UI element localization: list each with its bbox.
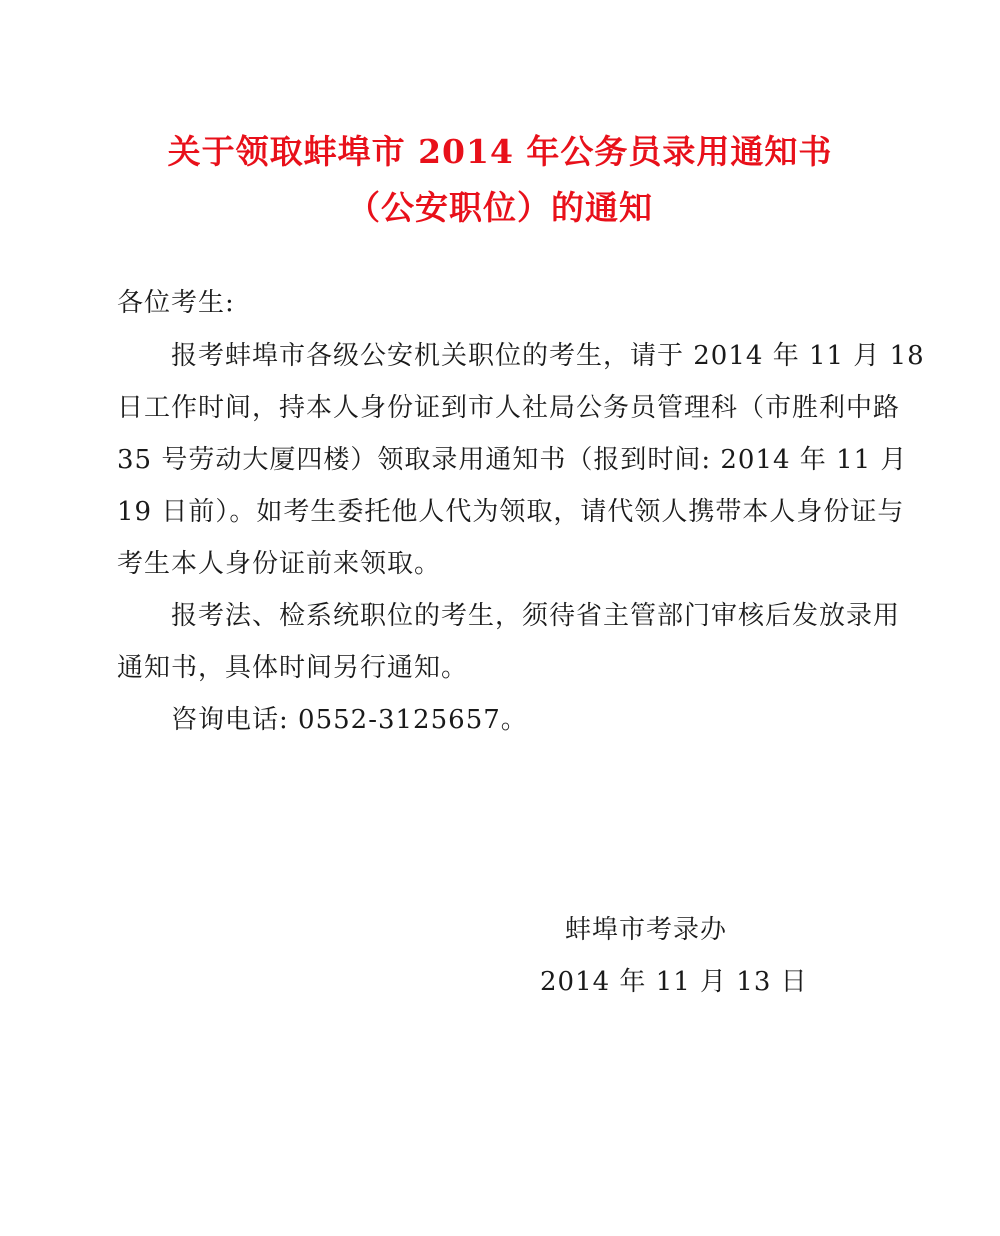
paragraph-line: 通知书，具体时间另行通知。 — [117, 653, 469, 683]
salutation: 各位考生: — [117, 288, 235, 318]
notice-title-line-2: （公安职位）的通知 — [347, 188, 653, 227]
notice-title-line-1: 关于领取蚌埠市 2014 年公务员录用通知书 — [167, 132, 833, 171]
paragraph-line: 报考法、检系统职位的考生，须待省主管部门审核后发放录用 — [171, 601, 901, 631]
issue-date: 2014 年 11 月 13 日 — [540, 967, 808, 997]
paragraph-line: 报考蚌埠市各级公安机关职位的考生，请于 2014 年 11 月 18 — [171, 341, 925, 371]
consult-phone: 咨询电话: 0552-3125657。 — [171, 705, 528, 735]
paragraph-line: 35 号劳动大厦四楼）领取录用通知书（报到时间: 2014 年 11 月 — [117, 445, 908, 475]
paragraph-law-procuratorate — [117, 590, 901, 694]
paragraph-collection-instructions — [117, 330, 925, 590]
paragraph-line: 考生本人身份证前来领取。 — [117, 549, 442, 579]
paragraph-line: 日工作时间，持本人身份证到市人社局公务员管理科（市胜利中路 — [117, 393, 901, 423]
paragraph-line: 19 日前）。如考生委托他人代为领取，请代领人携带本人身份证与 — [117, 497, 905, 527]
issuer-signature: 蚌埠市考录办 — [565, 915, 728, 945]
